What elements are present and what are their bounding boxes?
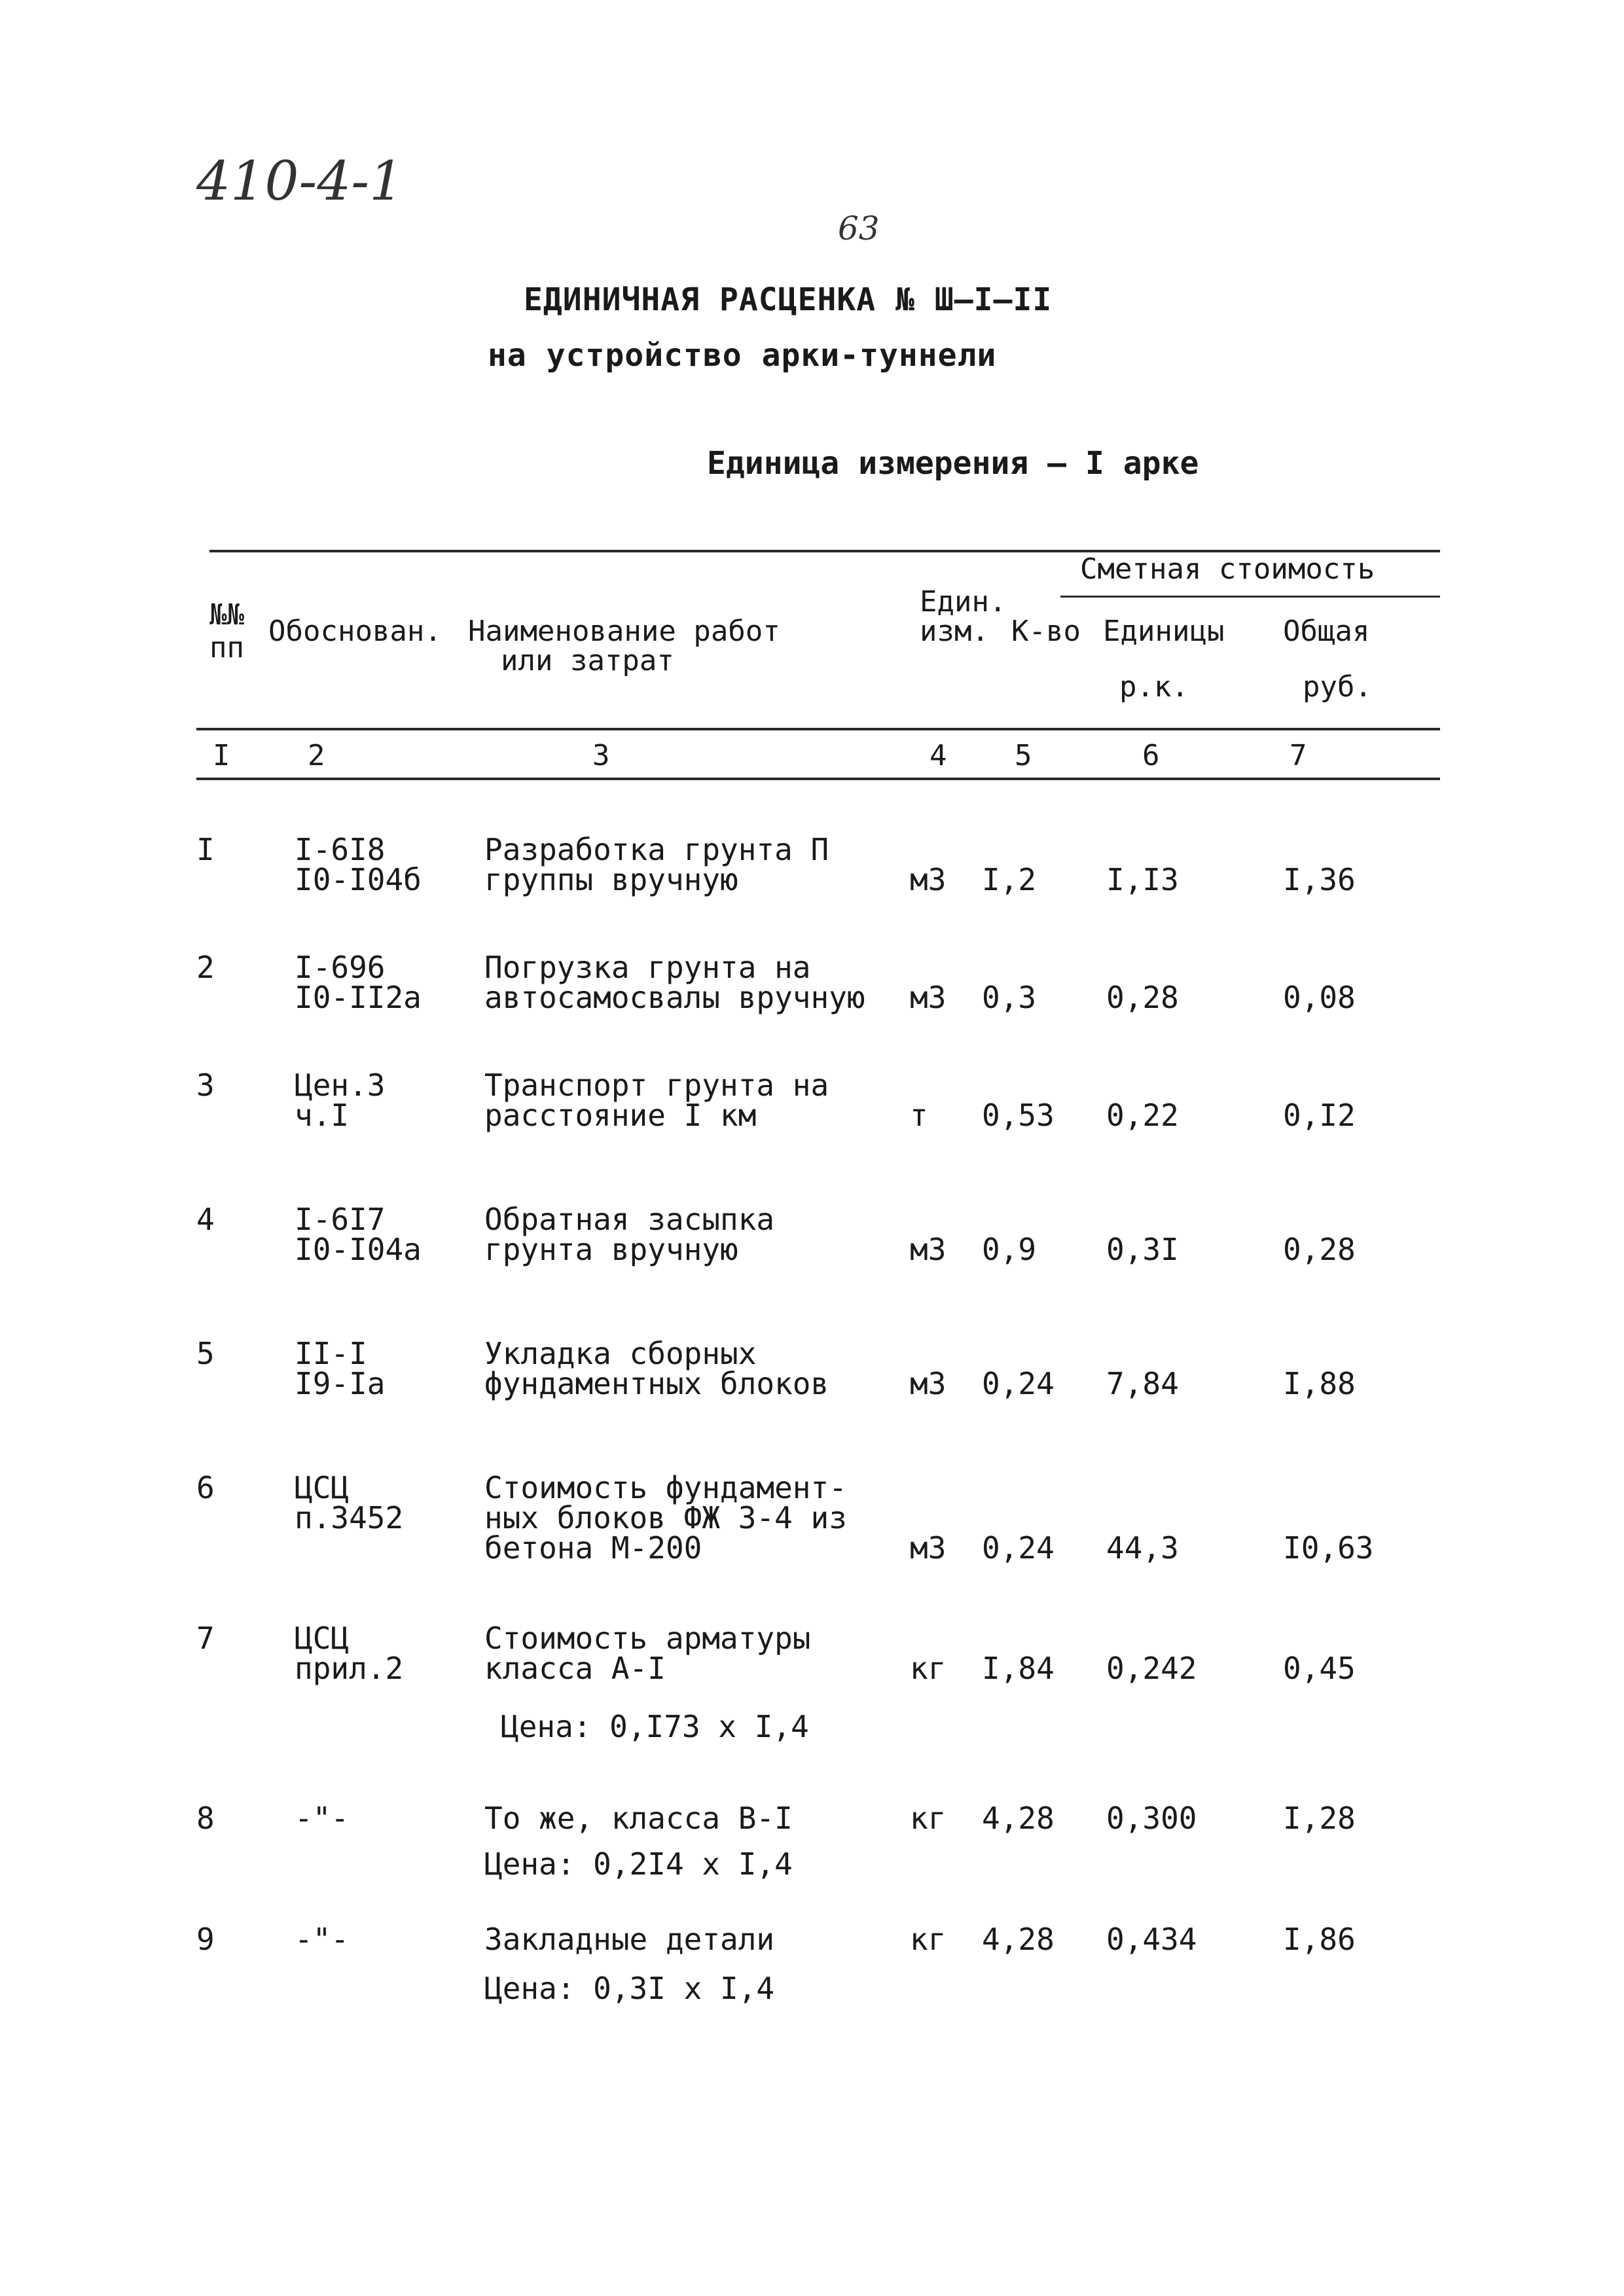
row-total: 0,28	[1283, 1232, 1356, 1267]
row-total: I0,63	[1283, 1530, 1374, 1566]
row-basis: I-696 I0-II2а	[295, 950, 422, 1015]
row-basis: ЦСЦ прил.2	[295, 1621, 404, 1686]
row-qty: 0,9	[982, 1232, 1037, 1267]
row-name: Стоимость фундамент- ных блоков ФЖ 3-4 из бетона М-200	[484, 1470, 847, 1566]
measure-unit: Единица измерения – I арке	[707, 445, 1199, 482]
header-cost-group: Сметная стоимость	[1080, 552, 1375, 586]
header-unit-1: Един.	[920, 585, 1007, 619]
row-basis: ЦСЦ п.3452	[295, 1470, 404, 1535]
row-unit: м3	[910, 1530, 947, 1566]
row-price-note: Цена: 0,I73 х I,4	[501, 1709, 809, 1744]
row-unit-price: I,I3	[1106, 862, 1179, 897]
row-num: 7	[196, 1621, 215, 1656]
row-unit: кг	[910, 1922, 947, 1957]
column-number: 2	[308, 739, 325, 772]
row-name: Закладные детали	[484, 1922, 775, 1957]
column-number: 5	[1015, 739, 1032, 772]
row-price-note: Цена: 0,3I х I,4	[484, 1971, 775, 2006]
column-number: 3	[592, 739, 610, 772]
row-unit: м3	[910, 980, 947, 1015]
row-unit: т	[910, 1098, 928, 1133]
row-price-note: Цена: 0,2I4 х I,4	[484, 1846, 793, 1882]
header-unit-2: изм.	[920, 615, 989, 648]
row-unit-price: 0,22	[1106, 1098, 1179, 1133]
row-name: Погрузка грунта на автосамосвалы вручную	[484, 950, 865, 1015]
row-unit: м3	[910, 862, 947, 897]
row-name: Стоимость арматуры класса А-I	[484, 1621, 811, 1686]
column-numbers-rule	[196, 778, 1440, 780]
row-num: 5	[196, 1336, 215, 1371]
row-total: I,86	[1283, 1922, 1356, 1957]
row-name: Укладка сборных фундаментных блоков	[484, 1336, 829, 1401]
column-number: 4	[929, 739, 947, 772]
row-basis: -"-	[295, 1801, 350, 1836]
row-basis: -"-	[295, 1922, 350, 1957]
row-unit-price: 7,84	[1106, 1366, 1179, 1401]
cost-group-rule	[1060, 596, 1440, 598]
row-name: Разработка грунта П группы вручную	[484, 832, 829, 897]
header-total-cost: Общая	[1283, 615, 1370, 648]
row-total: I,36	[1283, 862, 1356, 897]
row-basis: I-6I8 I0-I04б	[295, 832, 422, 897]
row-qty: 0,53	[982, 1098, 1055, 1133]
row-num: 9	[196, 1922, 215, 1957]
row-unit: кг	[910, 1801, 947, 1836]
column-number: 6	[1142, 739, 1160, 772]
row-unit-price: 0,3I	[1106, 1232, 1179, 1267]
row-qty: I,2	[982, 862, 1037, 897]
column-number: 7	[1290, 739, 1307, 772]
header-bottom-rule	[196, 728, 1440, 730]
header-num: №№ пп	[209, 598, 244, 664]
row-unit-price: 0,28	[1106, 980, 1179, 1015]
document-subtitle: на устройство арки-туннели	[488, 337, 997, 374]
row-unit-price: 0,242	[1106, 1651, 1197, 1686]
column-number: I	[213, 739, 230, 772]
row-total: I,88	[1283, 1366, 1356, 1401]
row-unit-price: 0,300	[1106, 1801, 1197, 1836]
row-num: I	[196, 832, 215, 867]
page-number: 63	[838, 209, 880, 247]
header-qty: К-во	[1011, 615, 1081, 648]
header-unit-cost-currency: р.к.	[1119, 670, 1189, 704]
row-qty: 0,3	[982, 980, 1037, 1015]
row-unit: м3	[910, 1366, 947, 1401]
row-name: То же, класса В-I	[484, 1801, 793, 1836]
row-num: 4	[196, 1202, 215, 1237]
row-num: 3	[196, 1067, 215, 1103]
row-basis: Цен.3 ч.I	[295, 1067, 386, 1133]
header-name-1: Наименование работ	[468, 615, 780, 648]
row-basis: I-6I7 I0-I04а	[295, 1202, 422, 1267]
row-unit: м3	[910, 1232, 947, 1267]
row-name: Транспорт грунта на расстояние I км	[484, 1067, 829, 1133]
header-total-cost-currency: руб.	[1303, 670, 1372, 704]
row-num: 6	[196, 1470, 215, 1505]
handwritten-code: 410-4-1	[196, 151, 404, 213]
row-basis: II-I I9-Iа	[295, 1336, 386, 1401]
row-total: 0,08	[1283, 980, 1356, 1015]
row-name: Обратная засыпка грунта вручную	[484, 1202, 775, 1267]
row-total: 0,I2	[1283, 1098, 1356, 1133]
row-unit-price: 0,434	[1106, 1922, 1197, 1957]
header-basis: Обоснован.	[268, 615, 442, 648]
row-qty: I,84	[982, 1651, 1055, 1686]
row-unit: кг	[910, 1651, 947, 1686]
row-qty: 4,28	[982, 1801, 1055, 1836]
row-total: I,28	[1283, 1801, 1356, 1836]
document-title: ЕДИНИЧНАЯ РАСЦЕНКА № Ш—I—II	[524, 281, 1053, 318]
row-qty: 0,24	[982, 1530, 1055, 1566]
header-unit-cost: Единицы	[1103, 615, 1225, 648]
row-num: 2	[196, 950, 215, 985]
header-name-2: или затрат	[501, 644, 674, 677]
row-num: 8	[196, 1801, 215, 1836]
row-total: 0,45	[1283, 1651, 1356, 1686]
row-qty: 4,28	[982, 1922, 1055, 1957]
row-unit-price: 44,3	[1106, 1530, 1179, 1566]
row-qty: 0,24	[982, 1366, 1055, 1401]
